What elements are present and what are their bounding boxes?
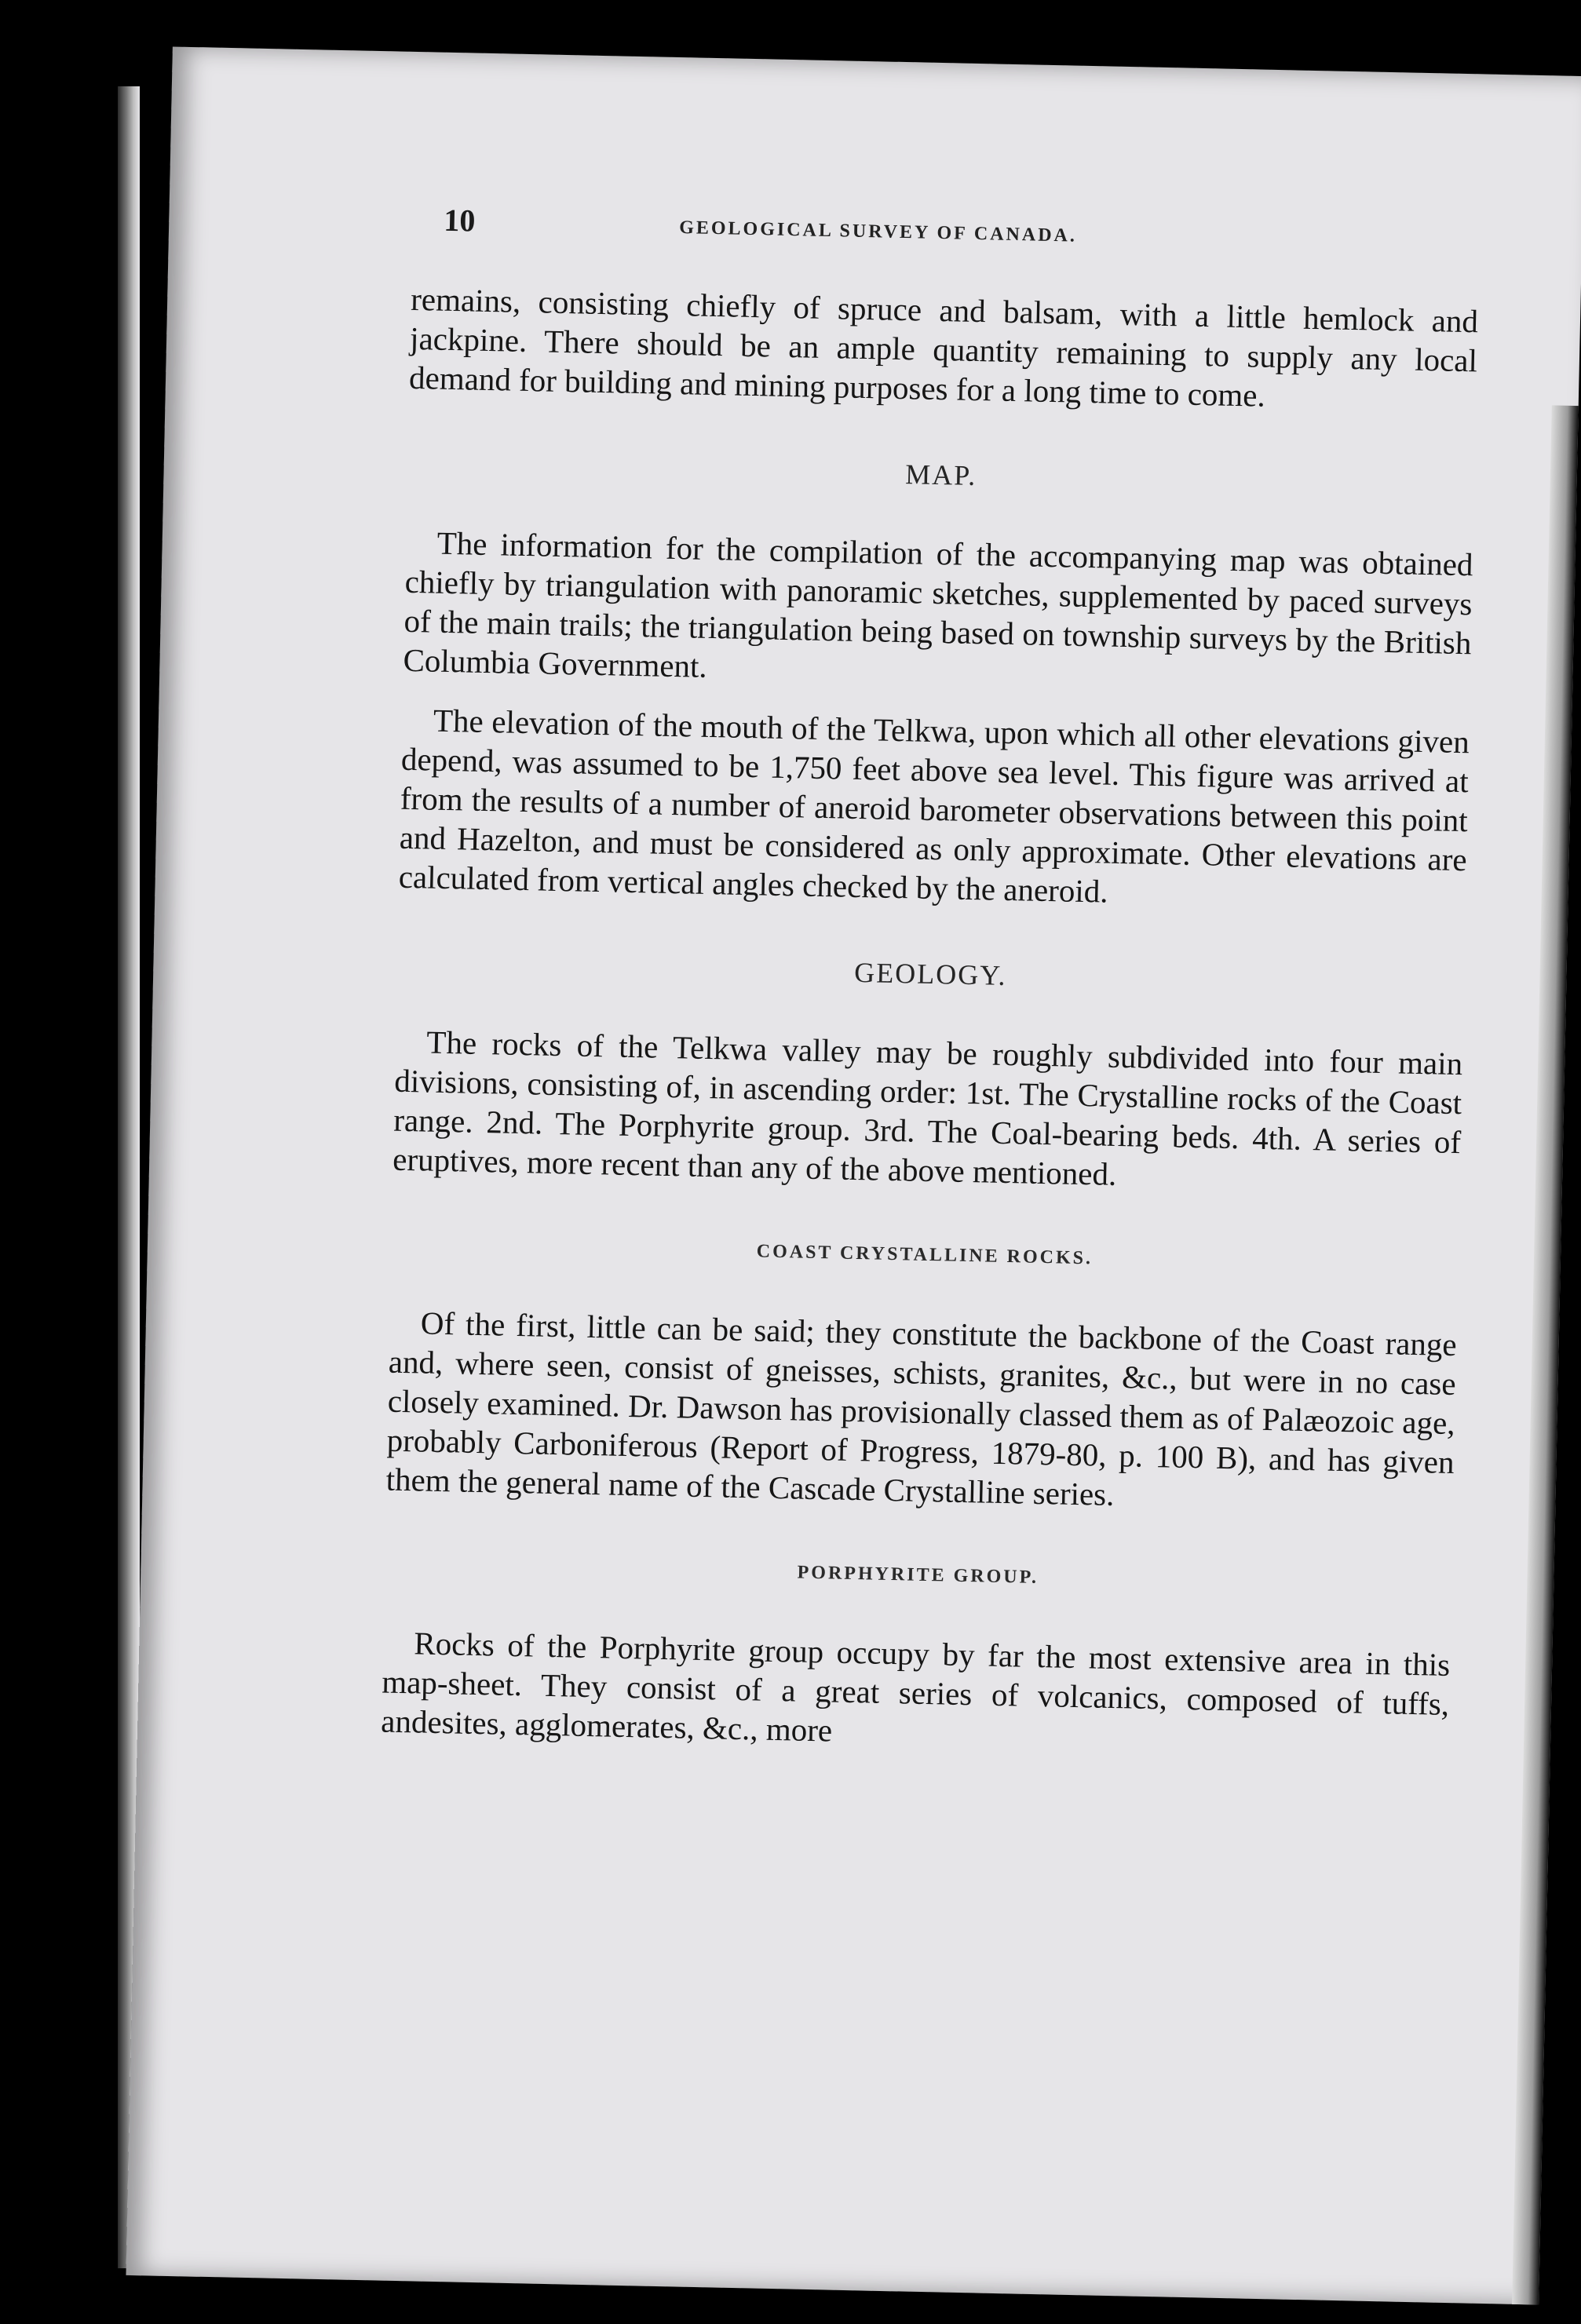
page-number: 10 (443, 202, 476, 239)
page-right-edge (1512, 405, 1579, 2304)
heading-geology: GEOLOGY. (853, 956, 1007, 991)
paragraph-intro: remains, consisting chiefly of spruce and balsam, with a little hemlock and jackpine. There should be an ample quantity remaining to supply any local demand for building and mining purposes for a long time to come. (408, 280, 1479, 414)
paragraph-geology-1: The rocks of the Telkwa valley may be roughly subdivided into four main divisions, consisting of, in ascending order: 1st. The Crystalline rocks of the Coast range. 2nd. The Porphyrite group. 3rd. The Coal-bearing beds. 4th. A series of eruptives, more recent than any of the above mentioned. (392, 1023, 1463, 1192)
heading-coast-crystalline-rocks: COAST CRYSTALLINE ROCKS. (756, 1241, 1094, 1269)
paragraph-map-2: The elevation of the mouth of the Telkwa, upon which all other elevations given depend, was assumed to be 1,750 feet above sea level. This figure was arrived at from the results of a number of aneroid barometer observations between this point and Hazelton, and must be considered as only approximate. Other elevations are calculated from vertical angles checked by the aneroid. (398, 702, 1470, 910)
paragraph-map-1: The information for the compilation of the accompanying map was obtained chiefly by triangulation with panoramic sketches, supplemented by paced surveys of the main trails; the triangulation being based on township surveys by the British Columbia Government. (403, 524, 1473, 684)
heading-map: MAP. (904, 458, 977, 492)
heading-porphyrite-group: PORPHYRITE GROUP. (797, 1562, 1039, 1588)
book-page (126, 46, 1581, 2304)
running-head: GEOLOGICAL SURVEY OF CANADA. (678, 217, 1078, 246)
page-body (381, 279, 1479, 1763)
page-header (444, 202, 1386, 268)
paragraph-coast-1: Of the first, little can be said; they constitute the backbone of the Coast range and, where seen, consist of gneisses, schists, granites, &c., but were in no case closely examined. Dr. Dawson has provisionally classed them as of Palæozoic age, probably Carboniferous (Report of Progress, 1879-80, p. 100 B), and has given them the general name of the Cascade Crystalline series. (385, 1304, 1458, 1512)
paragraph-porphyrite-1: Rocks of the Porphyrite group occupy by far the most extensive area in this map-sheet. They consist of a great series of volcanics, composed of tuffs, andesites, agglomerates, &c., more (380, 1625, 1451, 1749)
